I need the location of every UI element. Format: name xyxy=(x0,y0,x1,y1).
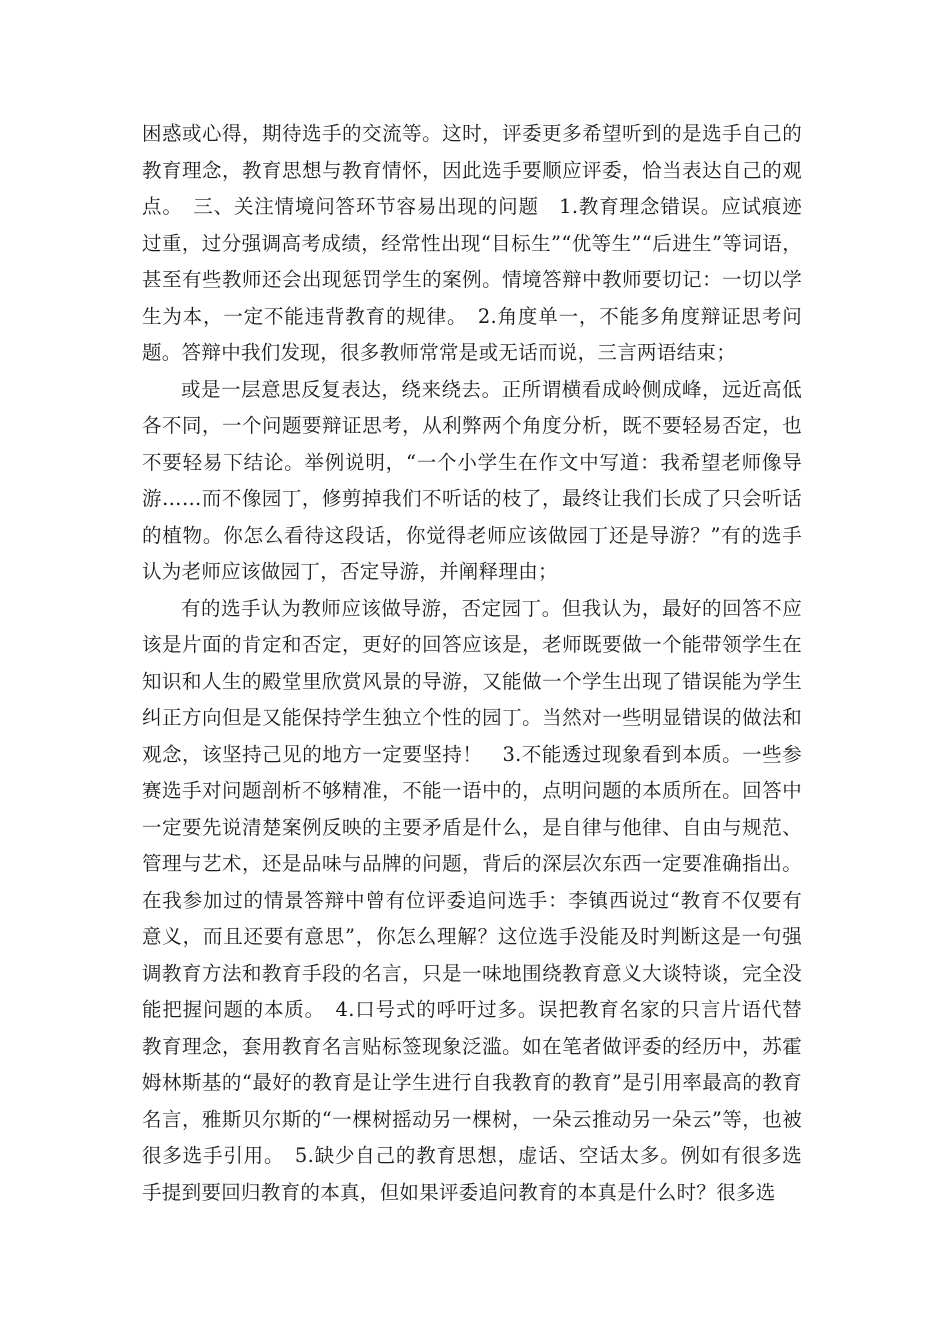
paragraph-3: 有的选手认为教师应该做导游，否定园丁。但我认为，最好的回答不应该是片面的肯定和否定，更好的回答应该是，老师既要做一个能带领学生在知识和人生的殿堂里欣赏风景的导游，又能做一个学生出现了错误能为学生纠正方向但是又能保持学生独立个性的园丁。当然对一些明显错误的做法和观念，该坚持己见的地方一定要坚持！ 3.不能透过现象看到本质。一些参赛选手对问题剖析不够精准，不能一语中的，点明问题的本质所在。回答中一定要先说清楚案例反映的主要矛盾是什么，是自律与他律、自由与规范、管理与艺术，还是品味与品牌的问题，背后的深层次东西一定要准确指出。在我参加过的情景答辩中曾有位评委追问选手：李镇西说过“教育不仅要有意义，而且还要有意思”，你怎么理解？这位选手没能及时判断这是一句强调教育方法和教育手段的名言，只是一味地围绕教育意义大谈特谈，完全没能把握问题的本质。 4.口号式的呼吁过多。误把教育名家的只言片语代替教育理念，套用教育名言贴标签现象泛滥。如在笔者做评委的经历中，苏霍姆林斯基的“最好的教育是让学生进行自我教育的教育”是引用率最高的教育名言，雅斯贝尔斯的“一棵树摇动另一棵树，一朵云推动另一朵云”等，也被很多选手引用。 5.缺少自己的教育思想，虚话、空话太多。例如有很多选手提到要回归教育的本真，但如果评委追问教育的本真是什么时？很多选 xyxy=(142,596,802,1204)
document-body xyxy=(142,116,802,1211)
paragraph-1: 困惑或心得，期待选手的交流等。这时，评委更多希望听到的是选手自己的教育理念，教育思想与教育情怀，因此选手要顺应评委，恰当表达自己的观点。 三、关注情境问答环节容易出现的问题 1.教育理念错误。应试痕迹过重，过分强调高考成绩，经常性出现“目标生”“优等生”“后进生”等词语，甚至有些教师还会出现惩罚学生的案例。情境答辩中教师要切记：一切以学生为本，一定不能违背教育的规律。 2.角度单一，不能多角度辩证思考问题。答辩中我们发现，很多教师常常是或无话而说，三言两语结束； xyxy=(142,122,802,364)
paragraph-2: 或是一层意思反复表达，绕来绕去。正所谓横看成岭侧成峰，远近高低各不同，一个问题要辩证思考，从利弊两个角度分析，既不要轻易否定，也不要轻易下结论。举例说明，“一个小学生在作文中写道：我希望老师像导游……而不像园丁，修剪掉我们不听话的枝了，最终让我们长成了只会听话的植物。你怎么看待这段话，你觉得老师应该做园丁还是导游？”有的选手认为老师应该做园丁，否定导游，并阐释理由； xyxy=(142,377,802,583)
